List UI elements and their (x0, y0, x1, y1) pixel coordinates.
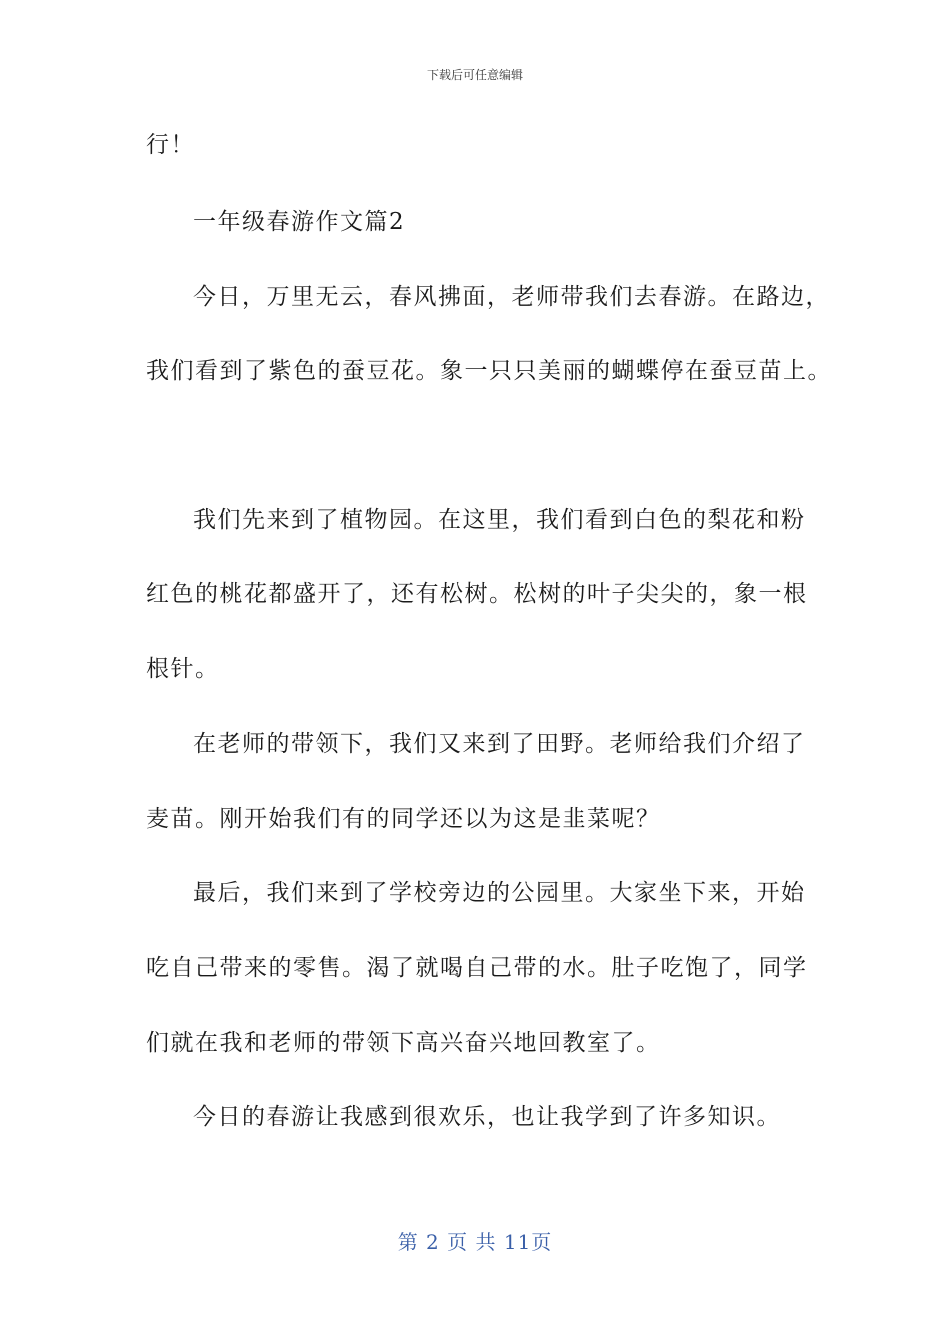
paragraph-line: 我们先来到了植物园。在这里，我们看到白色的梨花和粉 (193, 507, 806, 533)
paragraph-line: 在老师的带领下，我们又来到了田野。老师给我们介绍了 (193, 731, 806, 757)
paragraph-line: 红色的桃花都盛开了，还有松树。松树的叶子尖尖的，象一根 (146, 581, 808, 607)
paragraph-line: 麦苗。刚开始我们有的同学还以为这是韭菜呢？ (146, 806, 661, 832)
paragraph-line: 今日的春游让我感到很欢乐，也让我学到了许多知识。 (193, 1104, 781, 1130)
paragraph-line: 根针。 (146, 656, 220, 682)
continuation-text: 行！ (146, 132, 195, 158)
paragraph-line: 我们看到了紫色的蚕豆花。象一只只美丽的蝴蝶停在蚕豆苗上。 (146, 358, 832, 384)
paragraph-line: 吃自己带来的零售。渴了就喝自己带的水。肚子吃饱了，同学 (146, 955, 808, 981)
paragraph-line: 们就在我和老师的带领下高兴奋兴地回教室了。 (146, 1030, 661, 1056)
paragraph-line: 今日，万里无云，春风拂面，老师带我们去春游。在路边， (193, 284, 830, 310)
page-header: 下载后可任意编辑 (426, 68, 523, 82)
page-number: 第 2 页 共 11页 (397, 1230, 553, 1254)
section-heading: 一年级春游作文篇2 (193, 209, 406, 235)
paragraph-line: 最后，我们来到了学校旁边的公园里。大家坐下来，开始 (193, 880, 806, 906)
